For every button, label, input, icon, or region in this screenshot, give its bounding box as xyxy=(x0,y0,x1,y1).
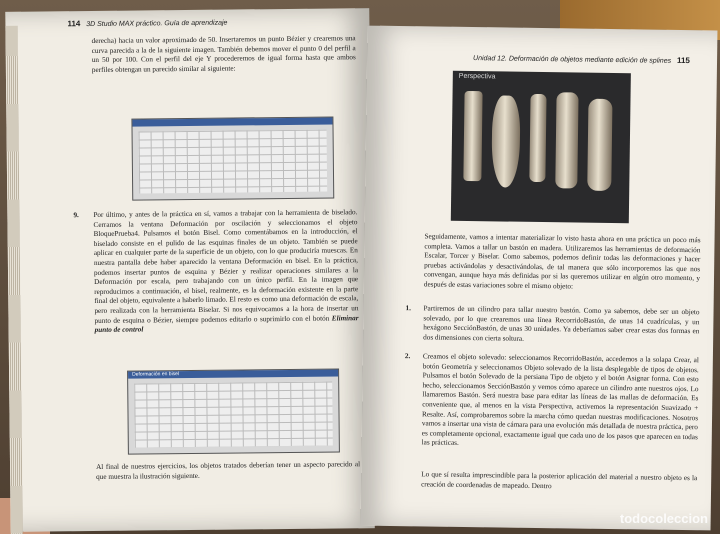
page-edges xyxy=(5,26,22,534)
bevel-screenshot-title: Deformación en bisel xyxy=(128,369,338,378)
right-header-title: Unidad 12. Deformación de objetos mediante edición de splines xyxy=(473,55,672,65)
object-bent xyxy=(555,92,578,188)
bevel-deformation-screenshot xyxy=(127,368,340,454)
closing-paragraph: Lo que sí resulta imprescindible para la posterior aplicación del material a nuestro objeto es la creación de coordenadas de mapeado. Dentro xyxy=(421,470,698,490)
viewport-label: Perspectiva xyxy=(458,72,496,81)
perspective-render xyxy=(451,71,631,223)
item-number: 9. xyxy=(73,211,79,220)
object-tapered xyxy=(491,95,520,187)
object-twisted xyxy=(529,94,546,182)
step1-paragraph: Partiremos de un cilindro para tallar nuestro bastón. Como ya sabemos, debe ser un objeto solevado, por lo que crearemos una línea RecorridoBastón, de unas 14 cuadrículas, y un hexágono SecciónBastón, de unas 30 unidades. Ya deberíamos saber crear estas dos formas en dos dimensiones con cierta soltura. xyxy=(423,304,700,343)
step1-number: 1. xyxy=(405,304,412,313)
item-text: Por último, y antes de la práctica en sí, vamos a trabajar con la herramienta de biselado. Cerramos la ventana Deformación por oscilación y seleccionamos el objeto BloquePrueba4. Pulsamos el botón Bisel. Como comentábamos en la introducción, el biselado consiste en el pulido de las esquinas finales de un objeto. También se puede aplicar en cualquier parte de la superficie de un objeto, con lo que produciría muescas. En nuestra pantalla debe haber aparecido la ventana Deformación en bisel. En la práctica, podemos insertar puntos de esquina y Bézier y realizar operaciones similares a la Deformación por escala, pero trabajando con un único perfil. En la imagen que reproducimos a continuación, el bisel, realmente, es la deformación existente en la parte final del objeto, equivalente a haberlo limado. El resto es como una deformación de escala, pero realizada con la herramienta Biselar. Si nos equivocamos a la hora de insertar un punto de esquina o Bézier, siempre podemos editarlo o suprimirlo con el botón xyxy=(93,208,359,325)
step2-number: 2. xyxy=(404,352,411,361)
left-header xyxy=(67,18,227,29)
left-header-title: 3D Studio MAX práctico. Guía de aprendizaje xyxy=(86,19,228,29)
left-top-paragraph: derecha) hacia un valor aproximado de 50. Insertaremos un punto Bézier y crearemos una curva parecida a la de la siguiente imagen. También debemos mover el punto 0 del perfil a un 50 por 100. Con el perfil del eje Y procederemos de igual forma hasta que ambos perfiles obtengan un parecido similar al siguiente: xyxy=(91,34,356,74)
object-beveled xyxy=(587,99,612,191)
bevel-grid xyxy=(134,382,333,448)
right-page xyxy=(361,26,718,531)
right-page-number: 115 xyxy=(676,55,690,66)
right-intro-paragraph: Seguidamente, vamos a intentar materializar lo visto hasta ahora en una práctica un poco más completa. Vamos a tallar un bastón en madera. Utilizaremos las herramientas de deformación Escalar, Torcer y Biselar. Como sabemos, podemos definir todas las deformaciones y hacer pruebas activándolas y desactivándolas, de tal manera que sólo incorporemos las que nos convengan, aunque haya más definidas por si las queremos utilizar en algún otro momento, y después de estas variaciones sobre el mismo objeto: xyxy=(423,232,701,291)
left-page-number: 114 xyxy=(67,19,81,29)
left-bottom-paragraph: Al final de nuestros ejercicios, los objetos tratados deberían tener un aspecto parecido al que muestra la ilustración siguiente. xyxy=(96,460,361,481)
scale-deformation-screenshot xyxy=(131,116,334,200)
right-header xyxy=(473,53,690,65)
watermark: todocoleccion xyxy=(619,511,708,526)
left-item-paragraph xyxy=(93,208,358,335)
deformation-grid xyxy=(139,130,328,194)
left-page xyxy=(5,8,374,532)
screenshot-titlebar xyxy=(132,118,332,127)
object-cylinder xyxy=(463,91,482,181)
item-button-name: Eliminar punto de control xyxy=(94,313,359,335)
step2-paragraph: Creamos el objeto solevado: seleccionamos RecorridoBastón, accedemos a la solapa Crear, al botón Geometría y seleccionamos Objeto solevado de la lista desplegable de tipos de objetos. Pulsamos el botón Solevado de la persiana Tipo de objeto y el botón Asignar forma. Con esto hecho, seleccionamos SecciónBastón y vemos cómo aparece un cilindro ante nuestros ojos. Lo llamaremos Bastón. Será nuestra base para editar las líneas de las mallas de deformación. Es conveniente que, al menos en la vista Perspectiva, activemos la representación Suavizado + Resalte. Así, comprobaremos sobre la marcha cómo quedan nuestras modificaciones. Nosotros vamos a insertar una vista de cámara para una evolución más detallada de nuestra práctica, pero es completamente opcional, exactamente igual que cada uno de los pasos que aparecen en todas las prácticas. xyxy=(421,352,699,448)
